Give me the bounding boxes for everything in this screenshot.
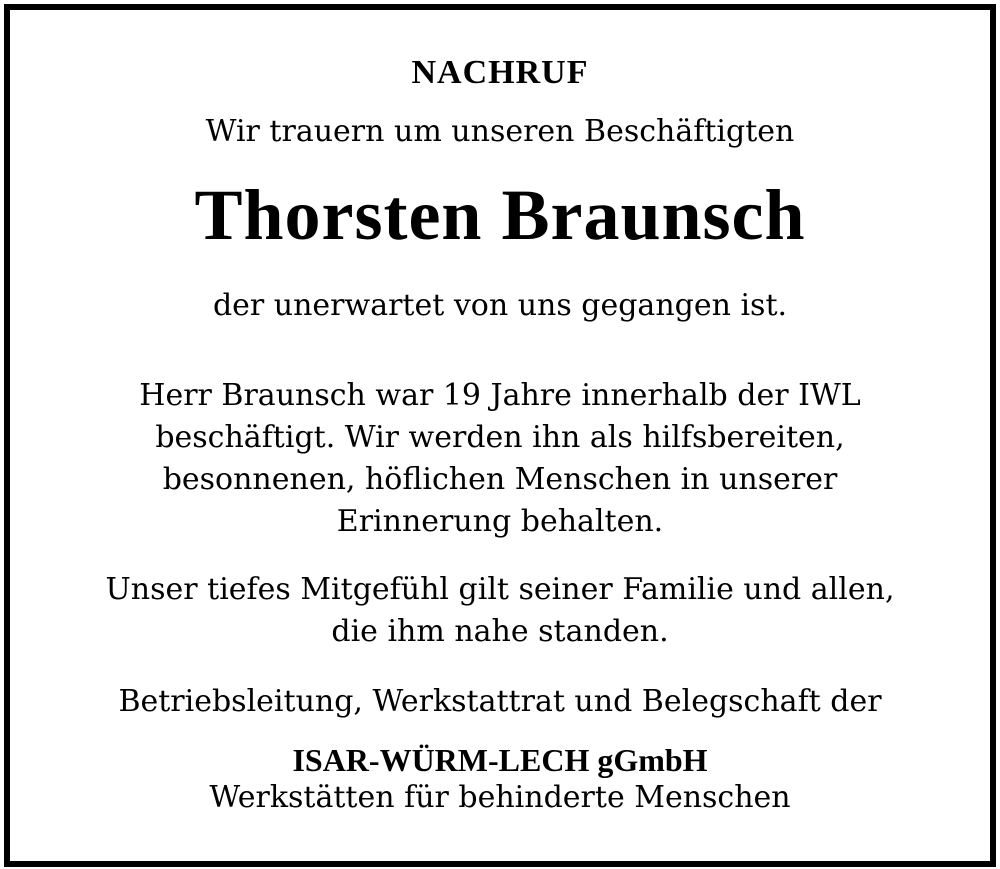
paragraph-line: Unser tiefes Mitgefühl gilt seiner Familie und allen, [105,572,895,607]
subline: der unerwartet von uns gegangen ist. [212,288,788,323]
organization-subtitle: Werkstätten für behinderte Menschen [209,780,791,815]
notice-heading: NACHRUF [411,54,589,91]
obituary-notice [4,4,996,867]
paragraph-line: Herr Braunsch war 19 Jahre innerhalb der IWL [139,378,861,413]
signatories: Betriebsleitung, Werkstattrat und Belegschaft der [118,684,882,719]
intro-line: Wir trauern um unseren Beschäftigten [205,114,795,149]
paragraph-line: Erinnerung behalten. [336,504,664,539]
paragraph-line: die ihm nahe standen. [331,614,669,649]
organization-name: ISAR-WÜRM-LECH gGmbH [292,742,708,778]
paragraph-line: besonnenen, höflichen Menschen in unserer [162,462,838,497]
paragraph-line: beschäftigt. Wir werden ihn als hilfsbereiten, [155,420,845,455]
deceased-name: Thorsten Braunsch [194,175,806,255]
